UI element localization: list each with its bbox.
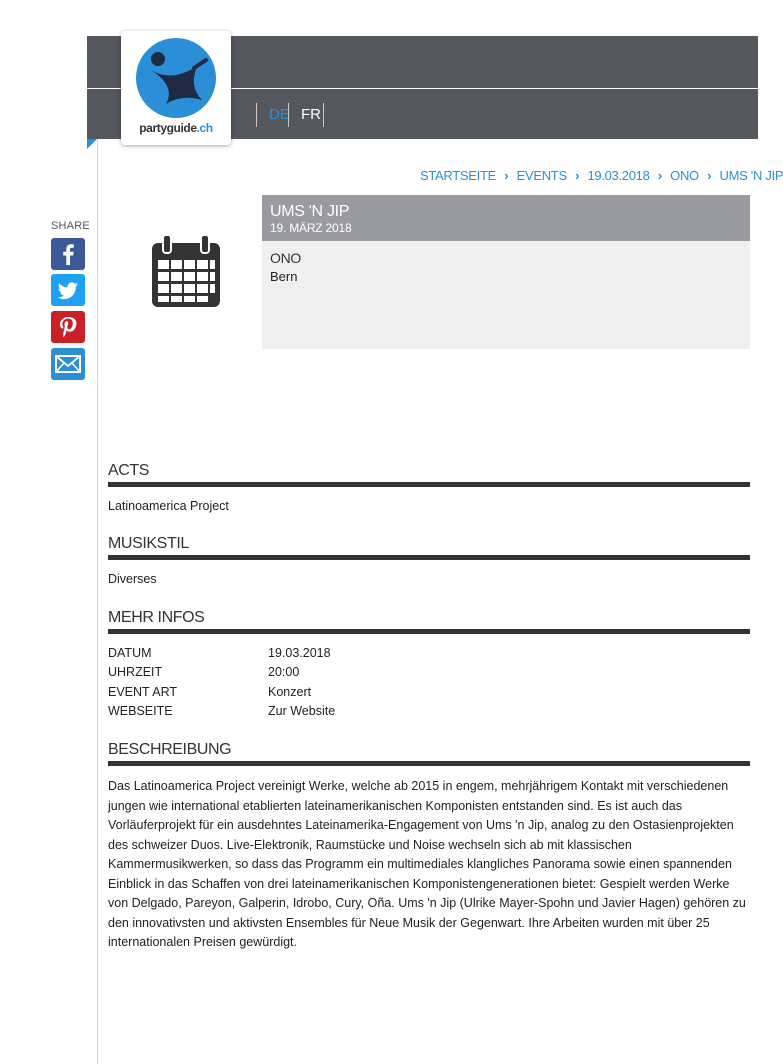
share-pinterest-button[interactable] bbox=[51, 311, 85, 343]
language-separator bbox=[323, 103, 324, 127]
breadcrumb-startseite[interactable]: STARTSEITE bbox=[420, 168, 496, 183]
header-accent-tick bbox=[87, 139, 97, 149]
breadcrumb bbox=[420, 168, 783, 183]
content-divider-line bbox=[97, 139, 98, 1064]
event-venue-link[interactable]: ONO bbox=[270, 250, 301, 266]
info-key: WEBSEITE bbox=[108, 704, 173, 718]
info-row-datum bbox=[108, 646, 508, 666]
acts-value: Latinoamerica Project bbox=[108, 499, 229, 513]
mail-icon bbox=[51, 348, 85, 380]
event-header bbox=[262, 195, 750, 241]
info-value: Konzert bbox=[268, 685, 312, 699]
info-key: DATUM bbox=[108, 646, 152, 660]
logo-wordmark: partyguide.ch bbox=[139, 121, 213, 135]
event-details bbox=[262, 241, 750, 349]
breadcrumb-events[interactable]: EVENTS bbox=[516, 168, 567, 183]
website-link[interactable]: Zur Website bbox=[268, 704, 336, 718]
breadcrumb-venue[interactable]: ONO bbox=[670, 168, 699, 183]
calendar-icon bbox=[150, 233, 222, 314]
chevron-right-icon: › bbox=[707, 168, 712, 183]
section-acts-heading: ACTS bbox=[108, 462, 750, 487]
info-key: EVENT ART bbox=[108, 685, 178, 699]
info-row-event-art bbox=[108, 685, 508, 705]
site-logo[interactable] bbox=[121, 31, 231, 145]
share-twitter-button[interactable] bbox=[51, 274, 85, 306]
section-musikstil-heading: MUSIKSTIL bbox=[108, 535, 750, 560]
share-facebook-button[interactable] bbox=[51, 238, 85, 270]
info-row-uhrzeit bbox=[108, 665, 508, 685]
section-mehr-infos-heading: MEHR INFOS bbox=[108, 609, 750, 634]
event-description: Das Latinoamerica Project vereinigt Werke, welche ab 2015 in engem, mehrjährigem Kontakt mit verschiedenen jungen wie international etablierten lateinamerikanischen Komponisten entstanden sind. Es ist auch das Vorläuferprojekt für ein ausdehntes Lateinamerika-Engagement von Ums 'n Jip, analog zu den Ostasienprojekten des schweizer Duos. Live-Elektronik, Raumstücke und Noise wechseln sich ab mit klassischen Kammermusikwerken, so dass das Programm ein multimediales klangliches Panorama sowie einen spannenden Einblick in das Schaffen von drei lateinamerikanischen Komponistengenerationen bietet: Gespielt werden Werke von Delgado, Pareyon, Galperin, Idrobo, Cury, Oña. Ums 'n Jip (Ulrike Mayer-Spohn und Javier Hagen) gehören zu den innovativsten und aktivsten Ensembles für Neue Musik der Gegenwart. Ihre Arbeiten wurden mit über 25 internationalen Preisen gewürdigt. bbox=[108, 779, 746, 949]
language-de-link[interactable]: DE bbox=[256, 103, 302, 127]
info-value: 19.03.2018 bbox=[268, 646, 331, 660]
info-row-webseite bbox=[108, 704, 508, 724]
info-value: 20:00 bbox=[268, 665, 300, 679]
event-city: Bern bbox=[270, 269, 298, 284]
chevron-right-icon: › bbox=[504, 168, 509, 183]
twitter-icon bbox=[51, 274, 85, 306]
share-email-button[interactable] bbox=[51, 348, 85, 380]
pinterest-icon bbox=[51, 311, 85, 343]
section-beschreibung-heading: BESCHREIBUNG bbox=[108, 741, 750, 766]
breadcrumb-event[interactable]: UMS 'N JIP bbox=[719, 168, 783, 183]
chevron-right-icon: › bbox=[575, 168, 580, 183]
language-fr-link[interactable]: FR bbox=[288, 103, 333, 127]
share-label: SHARE bbox=[51, 220, 90, 232]
musikstil-value: Diverses bbox=[108, 572, 157, 586]
event-date: 19. MÄRZ 2018 bbox=[270, 221, 352, 235]
chevron-right-icon: › bbox=[657, 168, 662, 183]
info-key: UHRZEIT bbox=[108, 665, 163, 679]
breadcrumb-date[interactable]: 19.03.2018 bbox=[587, 168, 650, 183]
facebook-icon bbox=[51, 238, 85, 270]
logo-dancer-icon bbox=[136, 38, 216, 118]
event-title: UMS 'N JIP bbox=[270, 203, 350, 220]
